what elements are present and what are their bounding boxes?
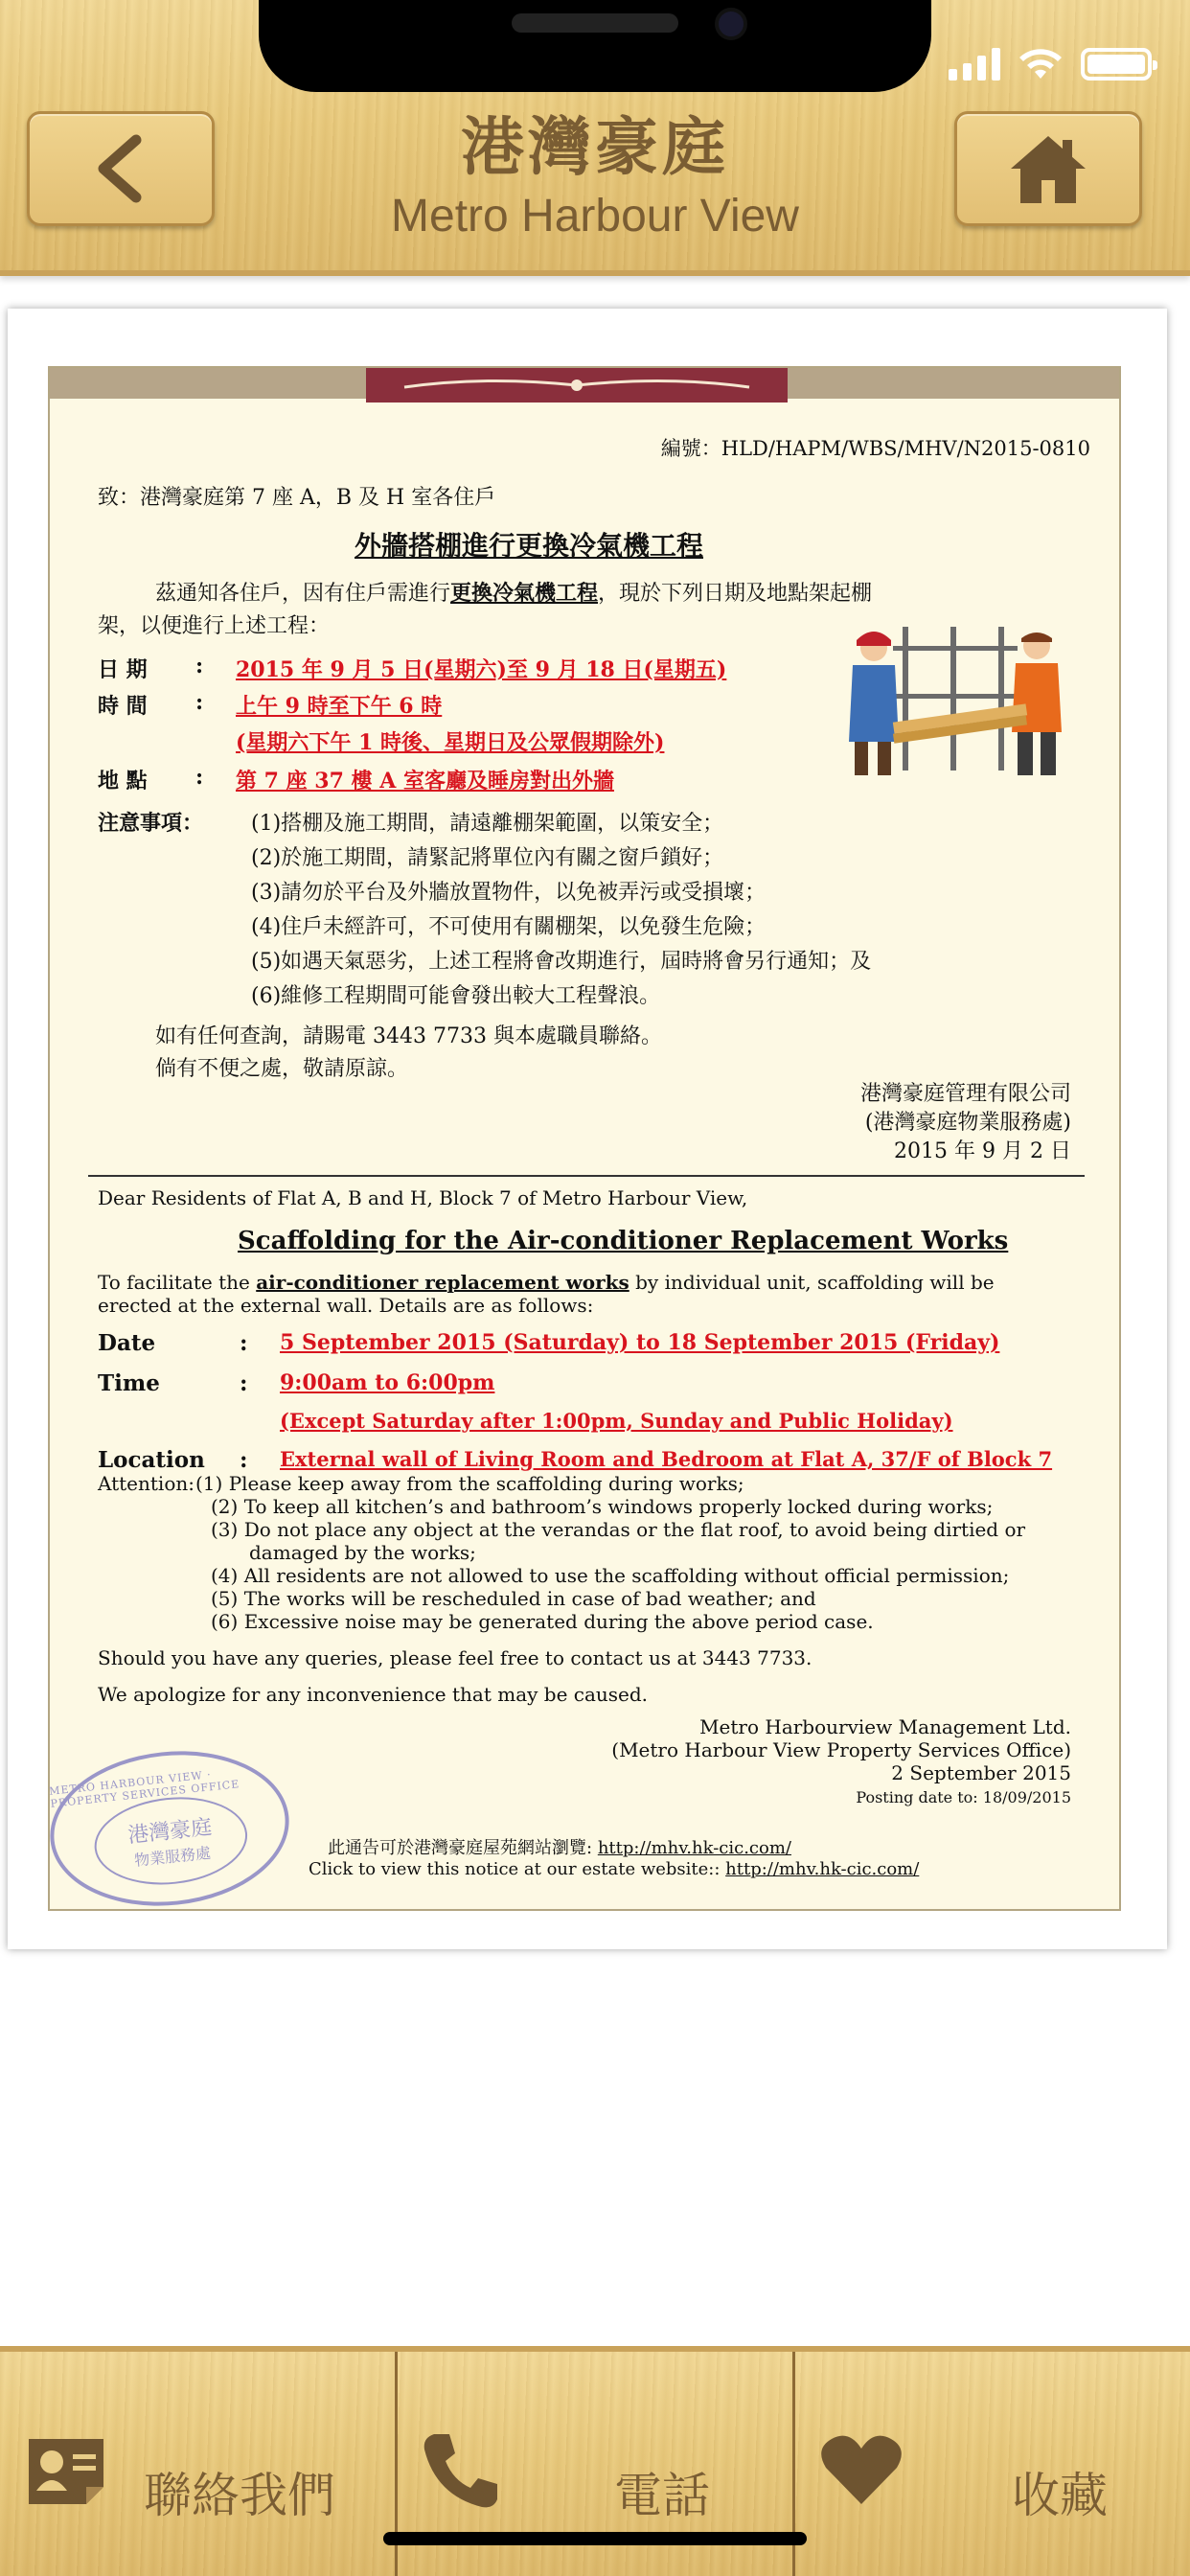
query-zh: 如有任何查詢，請賜電 3443 7733 與本處職員聯絡。 — [155, 1024, 662, 1048]
notice-intro-zh-cont: 架，以便進行上述工程： — [98, 614, 331, 638]
colon: : — [240, 1447, 248, 1473]
phone-icon — [417, 2426, 503, 2513]
tab-label: 電話 — [614, 2468, 710, 2523]
notice-intro-zh: 茲通知各住戶，因有住戶需進行更換冷氣機工程，現於下列日期及地點架起棚 — [155, 581, 873, 606]
location-label-en: Location — [98, 1447, 205, 1473]
attention-en-item: (1) Please keep away from the scaffolding during works; — [195, 1472, 744, 1495]
office-stamp — [42, 1739, 296, 1917]
attention-zh-item: (1)搭棚及施工期間，請遠離棚架範圍，以策安全； — [251, 812, 724, 836]
tab-label: 聯絡我們 — [144, 2468, 335, 2523]
signature-zh: 港灣豪庭管理有限公司 — [859, 1082, 1071, 1106]
attention-zh-item: (3)請勿於平台及外牆放置物件，以免被弄污或受損壞； — [251, 881, 767, 905]
notice-header-band — [50, 368, 1119, 399]
home-icon — [1005, 130, 1091, 207]
device-notch — [259, 0, 931, 92]
notice-intro-en-cont: erected at the external wall. Details are as follows: — [98, 1294, 594, 1317]
section-divider — [88, 1175, 1085, 1177]
colon: : — [195, 690, 204, 715]
website-link[interactable]: http://mhv.hk-cic.com/ — [725, 1859, 920, 1879]
ornament-icon — [366, 368, 788, 402]
attention-en-item: (6) Excessive noise may be generated during the above period case. — [211, 1610, 874, 1633]
date-zh: 2015 年 9 月 5 日(星期六)至 9 月 18 日(星期五) — [236, 657, 727, 682]
stamp-text: 港灣豪庭 — [126, 1815, 214, 1849]
cellular-signal-icon — [949, 48, 1000, 80]
date-en: 5 September 2015 (Saturday) to 18 September 2015 (Friday) — [280, 1330, 1000, 1355]
notice-date-zh: 2015 年 9 月 2 日 — [894, 1139, 1071, 1163]
attention-en-item: (2) To keep all kitchen’s and bathroom’s windows properly locked during works; — [211, 1495, 994, 1518]
attention-zh-item: (2)於施工期間，請緊記將單位內有關之窗戶鎖好； — [251, 846, 724, 870]
time-en: 9:00am to 6:00pm — [280, 1370, 495, 1395]
stamp-inner — [90, 1790, 252, 1892]
attention-zh-item: (5)如遇天氣惡劣，上述工程將會改期進行，屆時將會另行通知；及 — [251, 950, 872, 974]
workers-illustration — [835, 617, 1075, 780]
notice-date-en: 2 September 2015 — [891, 1761, 1071, 1784]
notice-ref-no: 編號：HLD/HAPM/WBS/MHV/N2015-0810 — [660, 437, 1090, 460]
tab-contact-us[interactable] — [0, 2352, 395, 2576]
location-label-zh: 地 點 — [98, 769, 148, 794]
home-button[interactable] — [954, 111, 1142, 226]
notice-image-frame — [8, 309, 1167, 1949]
website-link[interactable]: http://mhv.hk-cic.com/ — [597, 1838, 791, 1858]
time-label-en: Time — [98, 1370, 160, 1396]
signature-en-office: (Metro Harbour View Property Services Office) — [611, 1738, 1071, 1761]
notice-title-zh: 外牆搭棚進行更換冷氣機工程 — [355, 530, 704, 562]
speaker-grille — [512, 13, 678, 33]
tab-favorites[interactable] — [792, 2352, 1190, 2576]
attention-en-item: (3) Do not place any object at the verandas or the flat roof, to avoid being dirtied or — [211, 1518, 1026, 1541]
stamp-text: 物業服務處 — [133, 1843, 212, 1870]
wifi-icon — [1018, 48, 1064, 80]
notice-title-en: Scaffolding for the Air-conditioner Replacement Works — [238, 1227, 1009, 1255]
app-subtitle: Metro Harbour View — [391, 191, 799, 242]
notice-to-en: Dear Residents of Flat A, B and H, Block 7 of Metro Harbour View, — [98, 1186, 748, 1209]
heart-icon — [818, 2426, 904, 2513]
notice-to-zh: 致：港灣豪庭第 7 座 A，B 及 H 室各住戶 — [98, 486, 496, 510]
apology-zh: 倘有不便之處，敬請原諒。 — [155, 1057, 409, 1081]
location-zh: 第 7 座 37 樓 A 室客廳及睡房對出外牆 — [236, 769, 614, 794]
attention-label-zh: 注意事項： — [98, 811, 204, 836]
colon: : — [240, 1370, 248, 1396]
time-label-zh: 時 間 — [98, 694, 148, 719]
time-except-zh: (星期六下午 1 時後、星期日及公眾假期除外) — [236, 730, 665, 755]
colon: : — [240, 1330, 248, 1356]
notice-document — [48, 366, 1121, 1911]
app-header — [0, 0, 1190, 276]
attention-zh-item: (6)維修工程期間可能會發出較大工程聲浪。 — [251, 984, 661, 1008]
attention-label-en: Attention: — [98, 1472, 195, 1495]
date-label-zh: 日 期 — [98, 657, 148, 682]
location-en: External wall of Living Room and Bedroom at Flat A, 37/F of Block 7 — [280, 1447, 1053, 1471]
attention-en-item: (5) The works will be rescheduled in case of bad weather; and — [211, 1587, 816, 1610]
website-en: Click to view this notice at our estate website:: http://mhv.hk-cic.com/ — [309, 1859, 920, 1879]
posting-date: Posting date to: 18/09/2015 — [856, 1788, 1071, 1806]
date-label-en: Date — [98, 1330, 156, 1356]
time-zh: 上午 9 時至下午 6 時 — [236, 694, 443, 719]
signature-zh-office: (港灣豪庭物業服務處) — [864, 1111, 1071, 1135]
attention-en-item-cont: damaged by the works; — [249, 1541, 476, 1564]
front-camera — [715, 8, 747, 40]
contact-card-icon — [23, 2426, 109, 2513]
website-zh: 此通告可於港灣豪庭屋苑網站瀏覽: http://mhv.hk-cic.com/ — [328, 1838, 791, 1858]
notice-intro-en: To facilitate the air-conditioner replacement works by individual unit, scaffolding will be — [98, 1271, 995, 1294]
colon: : — [195, 654, 204, 678]
tab-label: 收藏 — [1012, 2468, 1108, 2523]
colon: : — [195, 765, 204, 790]
time-except-en: (Except Saturday after 1:00pm, Sunday and Public Holiday) — [280, 1409, 953, 1433]
app-title: 港灣豪庭 — [461, 110, 729, 184]
signature-en: Metro Harbourview Management Ltd. — [699, 1715, 1071, 1738]
attention-en-item: (4) All residents are not allowed to use the scaffolding without official permission; — [211, 1564, 1010, 1587]
apology-en: We apologize for any inconvenience that may be caused. — [98, 1683, 649, 1706]
attention-zh-item: (4)住戶未經許可，不可使用有關棚架，以免發生危險； — [251, 915, 767, 939]
query-en: Should you have any queries, please feel free to contact us at 3443 7733. — [98, 1646, 812, 1669]
status-bar — [949, 48, 1152, 80]
home-indicator[interactable] — [383, 2532, 807, 2545]
battery-icon — [1081, 48, 1152, 80]
stamp-ring-text: METRO HARBOUR VIEW · PROPERTY SERVICES OFFICE — [48, 1768, 240, 1810]
